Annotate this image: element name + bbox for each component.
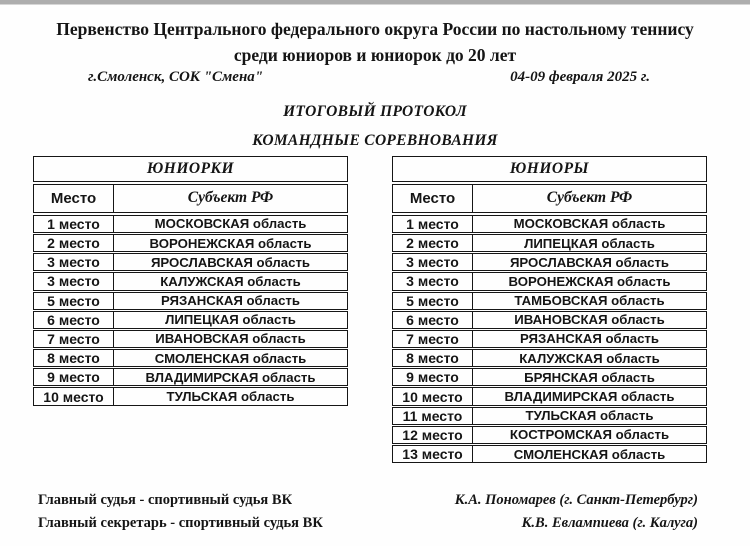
table-row: [392, 368, 707, 386]
table-row: [33, 272, 348, 290]
table-row: [33, 368, 348, 386]
region-cell: ТУЛЬСКАЯ область: [525, 408, 654, 424]
place-cell: 3 место: [393, 254, 473, 270]
table-body-juniorki: [33, 215, 348, 406]
region-cell: СМОЛЕНСКАЯ область: [513, 446, 666, 462]
venue-text: г.Смоленск, СОК "Смена": [88, 68, 264, 85]
officials-footer: [0, 492, 750, 538]
place-cell: 6 место: [393, 312, 473, 328]
protocol-heading: ИТОГОВЫЙ ПРОТОКОЛ: [283, 102, 467, 120]
place-cell: 8 место: [393, 350, 473, 366]
table-row: [392, 253, 707, 271]
region-cell: СМОЛЕНСКАЯ область: [154, 350, 307, 366]
region-cell: ВЛАДИМИРСКАЯ область: [504, 389, 675, 405]
region-cell: ИВАНОВСКАЯ область: [155, 331, 306, 347]
region-cell: ТУЛЬСКАЯ область: [166, 389, 295, 405]
scan-top-edge-strip: [0, 0, 750, 5]
region-cell: ЛИПЕЦКАЯ область: [524, 235, 655, 251]
place-cell: 1 место: [34, 216, 114, 232]
place-cell: 9 место: [34, 369, 114, 385]
place-cell: 11 место: [393, 408, 473, 424]
results-table-juniorki: [33, 156, 348, 464]
region-cell: МОСКОВСКАЯ область: [154, 216, 307, 232]
table-row: [392, 407, 707, 425]
place-cell: 12 место: [393, 427, 473, 443]
table-row: [392, 387, 707, 405]
document-title-line1: Первенство Центрального федерального округа России по настольному теннису: [56, 19, 694, 39]
table-row: [33, 330, 348, 348]
column-header-region: Субъект РФ: [546, 189, 633, 207]
table-row: [392, 234, 707, 252]
table-row: [33, 234, 348, 252]
venue-date-row: [0, 65, 750, 86]
place-cell: 10 место: [393, 388, 473, 404]
region-cell: РЯЗАНСКАЯ область: [520, 331, 659, 347]
region-cell: ТАМБОВСКАЯ область: [514, 293, 665, 309]
table-row: [392, 215, 707, 233]
place-cell: 8 место: [34, 350, 114, 366]
table-body-juniory: [392, 215, 707, 463]
results-tables-container: [33, 156, 750, 464]
table-row: [33, 215, 348, 233]
region-cell: БРЯНСКАЯ область: [524, 369, 655, 385]
region-cell: ВОРОНЕЖСКАЯ область: [149, 235, 312, 251]
table-title-juniory: ЮНИОРЫ: [392, 156, 707, 182]
region-cell: КАЛУЖСКАЯ область: [160, 273, 301, 289]
document-title: [0, 20, 750, 65]
region-cell: МОСКОВСКАЯ область: [513, 216, 666, 232]
place-cell: 3 место: [393, 273, 473, 289]
place-cell: 9 место: [393, 369, 473, 385]
table-row: [392, 330, 707, 348]
table-row: [392, 445, 707, 463]
region-cell: ВЛАДИМИРСКАЯ область: [145, 369, 316, 385]
table-header-row: [33, 184, 348, 213]
event-type-heading: КОМАНДНЫЕ СОРЕВНОВАНИЯ: [252, 131, 498, 149]
chief-judge-row: [0, 492, 750, 509]
table-row: [33, 387, 348, 405]
place-cell: 3 место: [34, 254, 114, 270]
place-cell: 5 место: [34, 293, 114, 309]
chief-judge-name: К.А. Пономарев (г. Санкт-Петербург): [454, 492, 698, 508]
table-row: [33, 349, 348, 367]
region-cell: ИВАНОВСКАЯ область: [514, 312, 665, 328]
region-cell: ВОРОНЕЖСКАЯ область: [508, 273, 671, 289]
place-cell: 6 место: [34, 312, 114, 328]
column-header-place: Место: [393, 185, 473, 212]
table-title-juniorki: ЮНИОРКИ: [33, 156, 348, 182]
region-cell: КОСТРОМСКАЯ область: [509, 427, 670, 443]
region-cell: КАЛУЖСКАЯ область: [519, 350, 660, 366]
table-header-row: [392, 184, 707, 213]
event-dates: 04-09 февраля 2025 г.: [510, 68, 650, 85]
chief-secretary-row: [0, 515, 750, 532]
table-row: [392, 426, 707, 444]
table-row: [33, 292, 348, 310]
document-title-line2: среди юниоров и юниорок до 20 лет: [233, 45, 517, 66]
place-cell: 7 место: [34, 331, 114, 347]
results-table-juniory: [392, 156, 707, 464]
region-cell: РЯЗАНСКАЯ область: [161, 293, 300, 309]
table-row: [33, 253, 348, 271]
place-cell: 5 место: [393, 293, 473, 309]
region-cell: ЛИПЕЦКАЯ область: [165, 312, 296, 328]
column-header-region: Субъект РФ: [187, 189, 274, 207]
place-cell: 3 место: [34, 273, 114, 289]
table-row: [392, 311, 707, 329]
region-cell: ЯРОСЛАВСКАЯ область: [150, 254, 311, 270]
place-cell: 2 место: [393, 235, 473, 251]
chief-secretary-name: К.В. Евлампиева (г. Калуга): [521, 515, 698, 531]
place-cell: 10 место: [34, 388, 114, 404]
region-cell: ЯРОСЛАВСКАЯ область: [509, 254, 670, 270]
place-cell: 7 место: [393, 331, 473, 347]
place-cell: 1 место: [393, 216, 473, 232]
table-row: [392, 349, 707, 367]
table-row: [392, 272, 707, 290]
table-row: [33, 311, 348, 329]
place-cell: 2 место: [34, 235, 114, 251]
table-row: [392, 292, 707, 310]
place-cell: 13 место: [393, 446, 473, 462]
column-header-place: Место: [34, 185, 114, 212]
chief-judge-title: Главный судья - спортивный судья ВК: [38, 492, 293, 508]
chief-secretary-title: Главный секретарь - спортивный судья ВК: [38, 515, 323, 531]
